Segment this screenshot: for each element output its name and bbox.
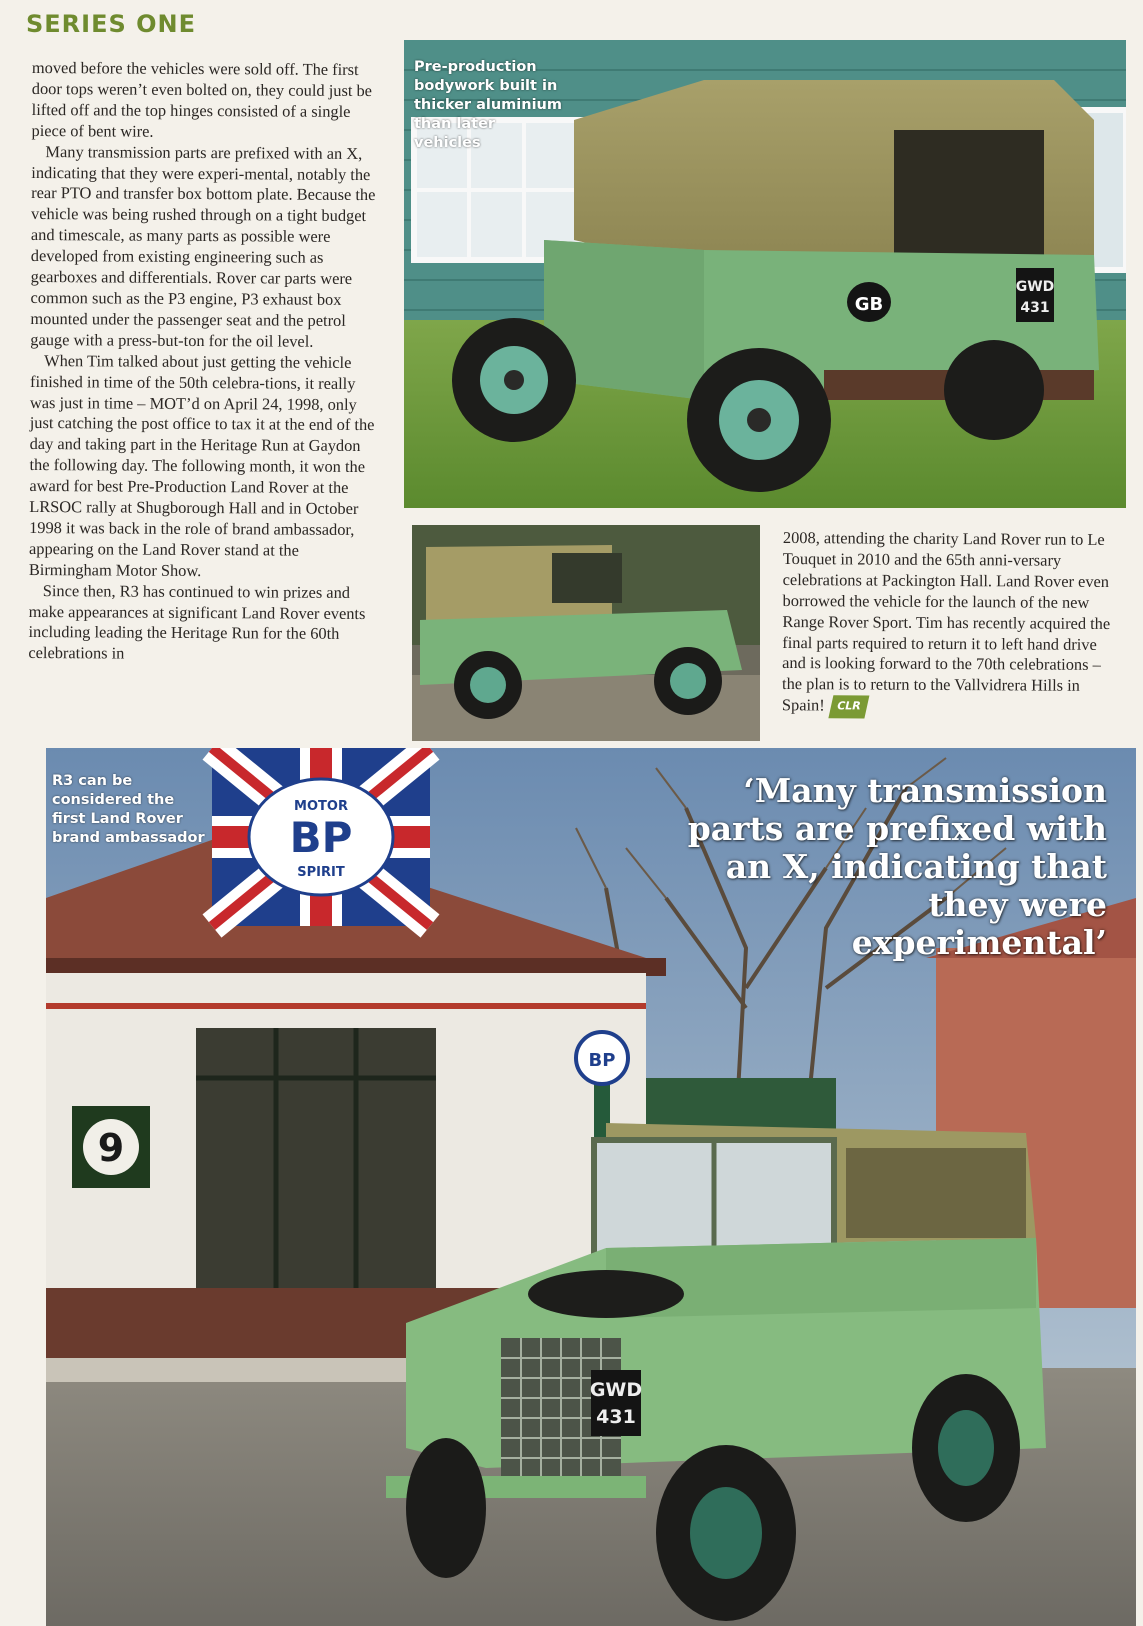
section-header: SERIES ONE bbox=[26, 10, 197, 38]
wheel bbox=[452, 318, 576, 442]
bp-logo-text: BP bbox=[289, 813, 353, 862]
plate-line2: 431 bbox=[1020, 300, 1050, 316]
front-plate-line2: 431 bbox=[596, 1406, 636, 1428]
wheel bbox=[687, 348, 831, 492]
bp-globe-text: BP bbox=[588, 1050, 616, 1071]
paragraph: moved before the vehicles were sold off. The first door tops weren’t even bolted on, they could just be lifted off and the top hinges consisted of a single piece of bent wire. bbox=[31, 58, 373, 141]
left-text-column bbox=[28, 58, 384, 666]
photo-caption: R3 can be considered the first Land Rover brand ambassador bbox=[52, 773, 205, 846]
paragraph: When Tim talked about just getting the vehicle finished in time of the 50th celebra-tions, it really was just in time – MOT’d on April 24, 1998, only just catching the post office to tax it at the end of the day and taking part in the Heritage Run at Gaydon the following day. The following month, it won the award for best Pre-Production Land Rover at the LRSOC rally at Shugborough Hall and in October 1998 it was back in the role of brand ambassador, appearing on the Land Rover stand at the Birmingham Motor Show. bbox=[28, 350, 375, 580]
paragraph: Since then, R3 has continued to win prizes and make appearances at significant Land Rover events including leading the Heritage Run for the 60th celebrations in bbox=[28, 580, 366, 663]
photo-caption: Pre-production bodywork built in thicker aluminium than later vehicles bbox=[414, 59, 562, 151]
paragraph: Many transmission parts are prefixed with an X, indicating that they were experi-mental, notably the rear PTO and transfer box bottom plate. Because the vehicle was being rushed through on a tight budget and timescale, as many parts as possible were developed from existing engineering such as gearboxes and differentials. Rover car parts were common such as the P3 engine, P3 exhaust box mounted under the passenger seat and the petrol gauge with a press-but-ton for the oil level. bbox=[30, 141, 376, 351]
front-plate-line1: GWD bbox=[589, 1379, 643, 1401]
wheel bbox=[454, 651, 522, 719]
right-text-column bbox=[782, 528, 1123, 720]
gb-badge: GB bbox=[854, 294, 884, 315]
garage-number-sign: 9 bbox=[97, 1126, 125, 1170]
wheel bbox=[912, 1374, 1020, 1522]
pull-quote: ‘Many transmission parts are prefixed with an X, indicating that they were experimental’ bbox=[687, 771, 1107, 962]
clr-end-mark: CLR bbox=[828, 696, 869, 719]
plate-line1: GWD bbox=[1015, 279, 1055, 295]
photo-side-view bbox=[412, 525, 760, 741]
paragraph-text: 2008, attending the charity Land Rover run to Le Touquet in 2010 and the 65th anni-versary celebrations at Packington Hall. Land Rover even borrowed the vehicle for the launch of the new Range Rover Sport. Tim has recently acquired the final parts required to return it to left hand drive and is looking forward to the 70th celebrations – the plan is to return to the Vallvidrera Hills in Spain! bbox=[781, 528, 1111, 715]
bp-spirit-text: SPIRIT bbox=[297, 865, 345, 880]
wheel bbox=[654, 647, 722, 715]
bp-union-jack-sign bbox=[212, 748, 430, 926]
paragraph bbox=[782, 528, 1123, 720]
wheel bbox=[656, 1445, 796, 1621]
bp-motor-text: MOTOR bbox=[294, 799, 348, 814]
